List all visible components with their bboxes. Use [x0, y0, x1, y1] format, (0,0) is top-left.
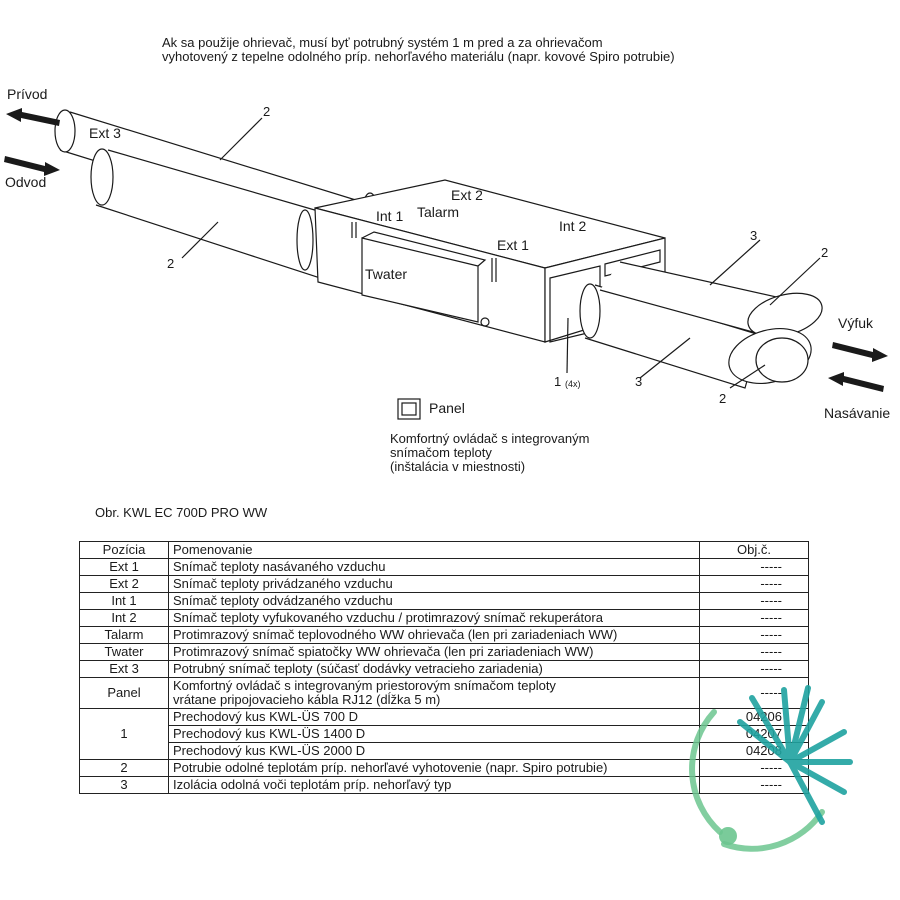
cell-name: Prechodový kus KWL-ÜS 2000 D — [169, 743, 700, 760]
label-int2: Int 2 — [559, 218, 587, 234]
cell-name: Snímač teploty vyfukovaného vzduchu / protimrazový snímač rekuperátora — [169, 610, 700, 627]
connector-left-1 — [297, 210, 313, 270]
cell-name: Snímač teploty odvádzaného vzduchu — [169, 593, 700, 610]
label-insulation-3a: 3 — [750, 228, 758, 243]
panel-desc-line-3: (inštalácia v miestnosti) — [390, 459, 526, 474]
table-row — [80, 593, 809, 610]
panel-desc-line-2: snímačom teploty — [390, 445, 492, 460]
cell-pos: Ext 2 — [80, 576, 169, 593]
label-panel: Panel — [429, 400, 465, 416]
note-line-2: vyhotovený z tepelne odolného príp. nehorľavého materiálu (napr. kovové Spiro potrubie) — [162, 49, 675, 64]
cell-name: Prechodový kus KWL-ÜS 700 D — [169, 709, 700, 726]
cell-pos: 3 — [80, 777, 169, 794]
cell-name: Protimrazový snímač spiatočky WW ohrievača (len pri zariadeniach WW) — [169, 644, 700, 661]
arrow-vyfuk — [832, 342, 888, 362]
label-pipe-2c: 2 — [821, 245, 829, 260]
cell-pos: Talarm — [80, 627, 169, 644]
cell-pos: Ext 1 — [80, 559, 169, 576]
cell-pos: Twater — [80, 644, 169, 661]
label-pipe-2d: 2 — [719, 391, 727, 406]
cell-obj: ----- — [700, 576, 809, 593]
cell-obj: 04206 — [700, 709, 809, 726]
cell-name-line-1: Komfortný ovládač s integrovaným priestorovým snímačom teploty — [173, 678, 556, 693]
cell-pos: 2 — [80, 760, 169, 777]
table-header-row — [80, 542, 809, 559]
cell-name: Izolácia odolná voči teplotám príp. nehorľavý typ — [169, 777, 700, 794]
duct-upper-left-end — [55, 110, 75, 152]
table-row — [80, 610, 809, 627]
panel-device-icon — [398, 399, 420, 419]
arrow-privod — [6, 108, 60, 126]
label-twater: Twater — [365, 266, 408, 282]
header-obj: Obj.č. — [700, 542, 809, 559]
panel-desc-line-1: Komfortný ovládač s integrovaným — [390, 431, 590, 446]
label-ext1: Ext 1 — [497, 237, 529, 253]
table-row — [80, 627, 809, 644]
cell-name: Snímač teploty nasávaného vzduchu — [169, 559, 700, 576]
panel-description — [390, 432, 650, 474]
cell-name-line-2: vrátane pripojovacieho kábla RJ12 (dĺžka 5 m) — [173, 692, 441, 707]
cell-obj: 04208 — [700, 743, 809, 760]
arrow-nasavanie — [828, 372, 884, 392]
cell-pos: Int 1 — [80, 593, 169, 610]
label-insulation-3b: 3 — [635, 374, 643, 389]
cell-name: Protimrazový snímač teplovodného WW ohrievača (len pri zariadeniach WW) — [169, 627, 700, 644]
figure-caption: Obr. KWL EC 700D PRO WW — [95, 505, 268, 520]
header-pos: Pozícia — [80, 542, 169, 559]
cell-name: Potrubný snímač teploty (súčasť dodávky vetracieho zariadenia) — [169, 661, 700, 678]
label-part-1-count: (4x) — [565, 379, 581, 389]
cell-name: Prechodový kus KWL-ÜS 1400 D — [169, 726, 700, 743]
duct-lower-right-start — [580, 284, 600, 338]
header-name: Pomenovanie — [169, 542, 700, 559]
label-ext2: Ext 2 — [451, 187, 483, 203]
watermark-logo-icon — [672, 672, 862, 862]
cell-obj: ----- — [700, 661, 809, 678]
cell-pos-group: 1 — [80, 709, 169, 760]
cell-obj: ----- — [700, 593, 809, 610]
duct-lower-left-end — [91, 149, 113, 205]
cell-name: Snímač teploty privádzaného vzduchu — [169, 576, 700, 593]
label-ext3: Ext 3 — [89, 125, 121, 141]
cell-obj: ----- — [700, 678, 809, 709]
label-pipe-2b: 2 — [167, 256, 175, 271]
cell-name: Potrubie odolné teplotám príp. nehorľavé vyhotovenie (napr. Spiro potrubie) — [169, 760, 700, 777]
arrow-odvod — [4, 156, 60, 176]
table-row — [80, 576, 809, 593]
cell-name — [169, 678, 700, 709]
cell-pos: Ext 3 — [80, 661, 169, 678]
label-part-1: 1 — [554, 374, 562, 389]
label-odvod: Odvod — [5, 174, 47, 190]
cell-obj: ----- — [700, 627, 809, 644]
cell-pos: Int 2 — [80, 610, 169, 627]
label-pipe-2a: 2 — [263, 104, 271, 119]
cell-obj: 04207 — [700, 726, 809, 743]
label-talarm: Talarm — [417, 204, 460, 220]
label-privod: Prívod — [7, 86, 48, 102]
cell-obj: ----- — [700, 610, 809, 627]
cell-obj: ----- — [700, 777, 809, 794]
cell-obj: ----- — [700, 559, 809, 576]
label-int1: Int 1 — [376, 208, 404, 224]
table-row — [80, 644, 809, 661]
label-vyfuk: Výfuk — [838, 315, 874, 331]
cell-pos: Panel — [80, 678, 169, 709]
label-nasavanie: Nasávanie — [824, 405, 891, 421]
table-row — [80, 559, 809, 576]
note-line-1: Ak sa použije ohrievač, musí byť potrubný systém 1 m pred a za ohrievačom — [162, 35, 603, 50]
cell-obj: ----- — [700, 644, 809, 661]
cell-obj: ----- — [700, 760, 809, 777]
